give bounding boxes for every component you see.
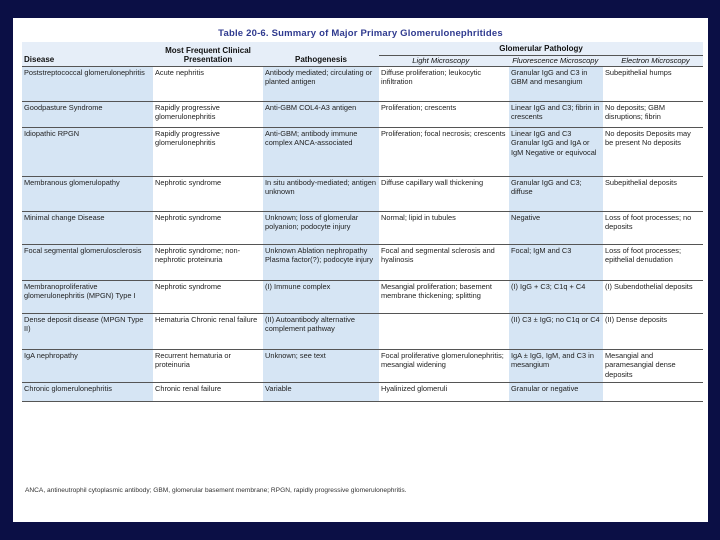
cell-pathogenesis: (I) Immune complex: [263, 280, 379, 313]
cell-clinical: Acute nephritis: [153, 66, 263, 101]
cell-electron: Subepithelial deposits: [603, 176, 703, 211]
cell-clinical: Nephrotic syndrome; non-nephrotic proteinuria: [153, 244, 263, 280]
cell-disease: Dense deposit disease (MPGN Type II): [22, 313, 153, 349]
table-row: [22, 244, 703, 280]
cell-light: Focal and segmental sclerosis and hyalinosis: [379, 244, 509, 280]
cell-fluorescence: (I) IgG + C3; C1q + C4: [509, 280, 603, 313]
table-row: [22, 176, 703, 211]
cell-clinical: Nephrotic syndrome: [153, 211, 263, 244]
table-row: [22, 382, 703, 401]
footnote: ANCA, antineutrophil cytoplasmic antibody; GBM, glomerular basement membrane; RPGN, rapidly progressive glomerulonephritis.: [25, 487, 407, 494]
cell-disease: Membranous glomerulopathy: [22, 176, 153, 211]
cell-electron: [603, 382, 703, 401]
cell-light: Normal; lipid in tubules: [379, 211, 509, 244]
table-row: [22, 101, 703, 127]
cell-fluorescence: Granular or negative: [509, 382, 603, 401]
cell-fluorescence: Linear IgG and C3 Granular IgG and IgA or IgM Negative or equivocal: [509, 127, 603, 176]
cell-pathogenesis: In situ antibody-mediated; antigen unknown: [263, 176, 379, 211]
header-electron: Electron Microscopy: [621, 56, 690, 66]
cell-clinical: Rapidly progressive glomerulonephritis: [153, 127, 263, 176]
cell-disease: Membranoproliferative glomerulonephritis (MPGN) Type I: [22, 280, 153, 313]
cell-fluorescence: Negative: [509, 211, 603, 244]
table-row: [22, 280, 703, 313]
slide-page: [13, 18, 708, 522]
header-row: [22, 42, 703, 66]
cell-pathogenesis: Anti-GBM; antibody immune complex ANCA-associated: [263, 127, 379, 176]
table-row: [22, 211, 703, 244]
cell-clinical: Nephrotic syndrome: [153, 280, 263, 313]
cell-clinical: Rapidly progressive glomerulonephritis: [153, 101, 263, 127]
cell-light: Focal proliferative glomerulonephritis; mesangial widening: [379, 349, 509, 382]
cell-electron: (II) Dense deposits: [603, 313, 703, 349]
header-fluorescence: Fluorescence Microscopy: [512, 56, 599, 66]
cell-electron: No deposits Deposits may be present No deposits: [603, 127, 703, 176]
cell-disease: IgA nephropathy: [22, 349, 153, 382]
cell-light: Proliferation; crescents: [379, 101, 509, 127]
table-row: [22, 127, 703, 176]
cell-clinical: Hematuria Chronic renal failure: [153, 313, 263, 349]
cell-electron: Mesangial and paramesangial dense deposits: [603, 349, 703, 382]
cell-light: Hyalinized glomeruli: [379, 382, 509, 401]
cell-disease: Poststreptococcal glomerulonephritis: [22, 66, 153, 101]
header-clinical: Most Frequent Clinical Presentation: [153, 42, 263, 66]
cell-pathogenesis: (II) Autoantibody alternative complement pathway: [263, 313, 379, 349]
cell-pathogenesis: Unknown; loss of glomerular polyanion; podocyte injury: [263, 211, 379, 244]
table-row: [22, 349, 703, 382]
cell-fluorescence: Focal; IgM and C3: [509, 244, 603, 280]
cell-light: Diffuse proliferation; leukocytic infiltration: [379, 66, 509, 101]
table-title: Table 20-6. Summary of Major Primary Glomerulonephritides: [218, 28, 503, 39]
cell-fluorescence: Granular IgG and C3 in GBM and mesangium: [509, 66, 603, 101]
cell-pathogenesis: Variable: [263, 382, 379, 401]
cell-fluorescence: Granular IgG and C3; diffuse: [509, 176, 603, 211]
cell-electron: Subepithelial humps: [603, 66, 703, 101]
cell-light: Proliferation; focal necrosis; crescents: [379, 127, 509, 176]
cell-pathogenesis: Unknown Ablation nephropathy Plasma factor(?); podocyte injury: [263, 244, 379, 280]
cell-fluorescence: (II) C3 ± IgG; no C1q or C4: [509, 313, 603, 349]
header-pathogenesis: Pathogenesis: [263, 42, 379, 66]
cell-clinical: Recurrent hematuria or proteinuria: [153, 349, 263, 382]
cell-clinical: Nephrotic syndrome: [153, 176, 263, 211]
summary-table: [22, 42, 703, 402]
cell-disease: Focal segmental glomerulosclerosis: [22, 244, 153, 280]
cell-disease: Chronic glomerulonephritis: [22, 382, 153, 401]
table-row: [22, 66, 703, 101]
cell-disease: Minimal change Disease: [22, 211, 153, 244]
cell-disease: Goodpasture Syndrome: [22, 101, 153, 127]
header-light: Light Microscopy: [412, 56, 470, 66]
cell-fluorescence: IgA ± IgG, IgM, and C3 in mesangium: [509, 349, 603, 382]
cell-electron: Loss of foot processes; no deposits: [603, 211, 703, 244]
header-disease: Disease: [22, 42, 153, 66]
cell-electron: No deposits; GBM disruptions; fibrin: [603, 101, 703, 127]
cell-disease: Idiopathic RPGN: [22, 127, 153, 176]
cell-clinical: Chronic renal failure: [153, 382, 263, 401]
cell-pathogenesis: Antibody mediated; circulating or planted antigen: [263, 66, 379, 101]
cell-pathogenesis: Unknown; see text: [263, 349, 379, 382]
header-glomerular-pathology: Glomerular Pathology: [379, 42, 703, 56]
cell-electron: Loss of foot processes; epithelial denudation: [603, 244, 703, 280]
cell-fluorescence: Linear IgG and C3; fibrin in crescents: [509, 101, 603, 127]
header-glomerular-group: [379, 42, 703, 66]
cell-light: Diffuse capillary wall thickening: [379, 176, 509, 211]
cell-light: Mesangial proliferation; basement membrane thickening; splitting: [379, 280, 509, 313]
cell-light: [379, 313, 509, 349]
cell-electron: (I) Subendothelial deposits: [603, 280, 703, 313]
table-row: [22, 313, 703, 349]
cell-pathogenesis: Anti-GBM COL4-A3 antigen: [263, 101, 379, 127]
